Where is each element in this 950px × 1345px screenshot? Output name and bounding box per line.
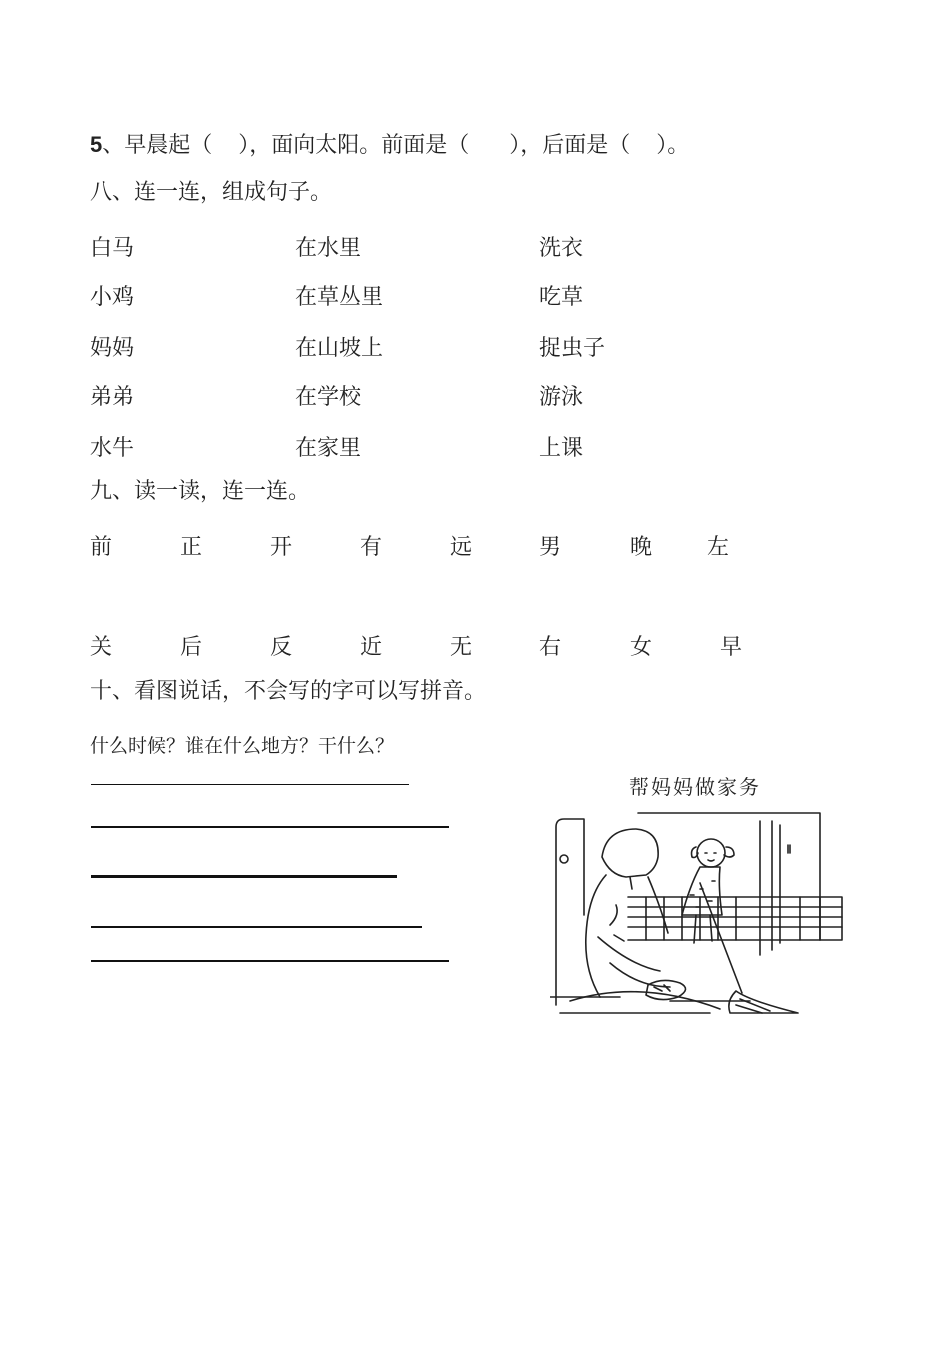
place[interactable]: 在学校	[295, 385, 362, 410]
match-row	[90, 431, 790, 461]
word[interactable]: 近	[360, 635, 383, 660]
housework-illustration	[550, 765, 850, 1020]
word[interactable]: 早	[720, 635, 743, 660]
antonym-top-row	[90, 530, 790, 560]
word[interactable]: 右	[539, 635, 562, 660]
word[interactable]: 反	[270, 635, 293, 660]
subject[interactable]: 白马	[90, 236, 135, 261]
section-9-title: 九、读一读，连一连。	[90, 479, 311, 504]
match-row	[90, 380, 790, 410]
subject[interactable]: 水牛	[90, 436, 135, 461]
action[interactable]: 捉虫子	[539, 336, 606, 361]
subject[interactable]: 小鸡	[90, 285, 135, 310]
question-5	[90, 134, 689, 157]
question-5-part-b: ），面向太阳。前面是（	[238, 133, 470, 158]
question-5-part-c: ），后面是（	[509, 133, 631, 158]
section-10-prompt: 什么时候？谁在什么地方？干什么？	[90, 735, 395, 757]
word[interactable]: 前	[90, 535, 113, 560]
section-8-title: 八、连一连，组成句子。	[90, 180, 333, 205]
question-5-part-a: 、早晨起（	[102, 133, 213, 158]
word[interactable]: 后	[180, 635, 203, 660]
word[interactable]: 远	[450, 535, 473, 560]
antonym-bottom-row	[90, 630, 790, 660]
writing-line[interactable]	[91, 826, 449, 828]
word[interactable]: 晚	[630, 535, 653, 560]
question-5-part-d: ）。	[656, 133, 690, 158]
place[interactable]: 在山坡上	[295, 336, 384, 361]
picture-caption: 帮妈妈做家务	[629, 775, 761, 799]
place[interactable]: 在家里	[295, 436, 362, 461]
writing-line[interactable]	[91, 784, 409, 785]
question-number: 5	[90, 132, 103, 157]
match-row	[90, 280, 790, 310]
housework-drawing	[550, 765, 850, 1020]
word[interactable]: 有	[360, 535, 383, 560]
word[interactable]: 无	[450, 635, 473, 660]
match-row	[90, 331, 790, 361]
word[interactable]: 正	[180, 535, 203, 560]
word[interactable]: 关	[90, 635, 113, 660]
match-row	[90, 231, 790, 261]
action[interactable]: 洗衣	[539, 236, 584, 261]
action[interactable]: 上课	[539, 436, 584, 461]
word[interactable]: 女	[630, 635, 653, 660]
word[interactable]: 男	[539, 535, 562, 560]
word[interactable]: 开	[270, 535, 293, 560]
place[interactable]: 在草丛里	[295, 285, 384, 310]
subject[interactable]: 弟弟	[90, 385, 135, 410]
section-10-title: 十、看图说话，不会写的字可以写拼音。	[90, 679, 487, 704]
word[interactable]: 左	[707, 535, 730, 560]
writing-line[interactable]	[91, 926, 422, 928]
writing-line[interactable]	[91, 875, 397, 878]
writing-line[interactable]	[91, 960, 449, 962]
place[interactable]: 在水里	[295, 236, 362, 261]
action[interactable]: 吃草	[539, 285, 584, 310]
action[interactable]: 游泳	[539, 385, 584, 410]
subject[interactable]: 妈妈	[90, 336, 135, 361]
